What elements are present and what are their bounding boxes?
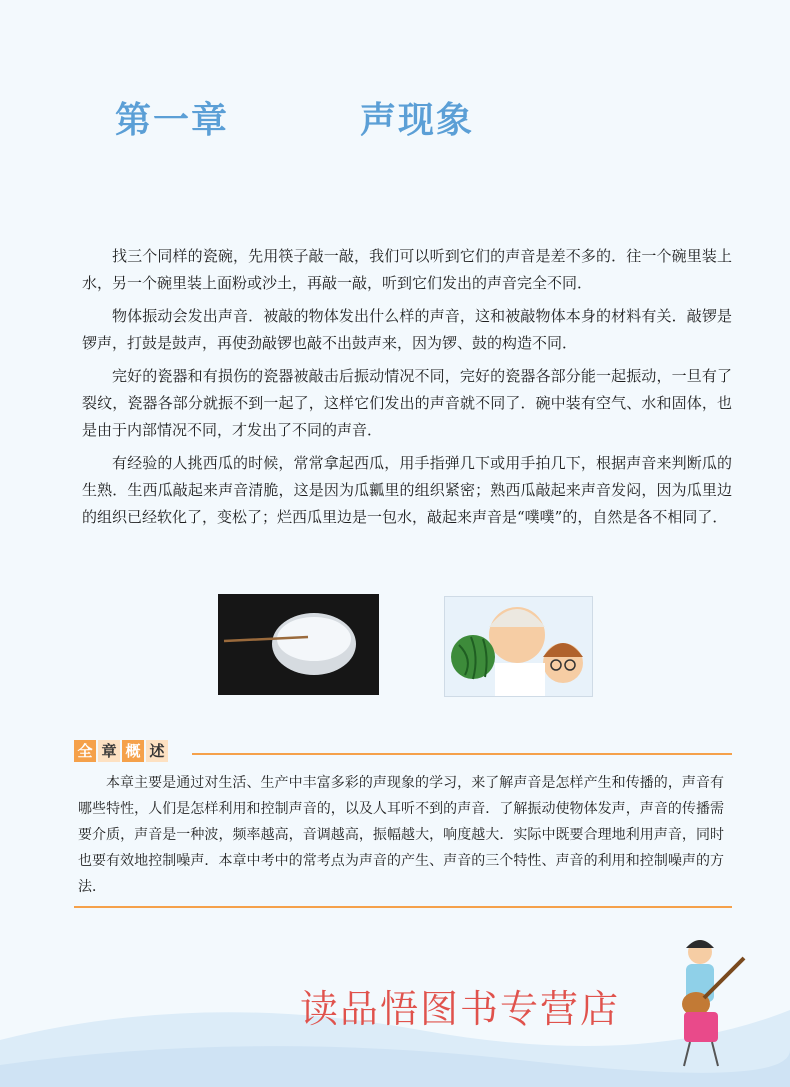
watermelon-cartoon [444, 596, 593, 697]
chapter-name: 声现象 [360, 100, 475, 141]
overview-tag: 全 [74, 740, 96, 762]
overview-tag: 述 [146, 740, 168, 762]
overview-header [74, 740, 732, 766]
chapter-title [115, 92, 475, 142]
chapter-number: 第一章 [115, 100, 230, 141]
bowl-chopstick-photo [218, 594, 379, 695]
chapter-overview [74, 740, 732, 908]
overview-divider [192, 753, 732, 755]
paragraph: 有经验的人挑西瓜的时候，常常拿起西瓜，用手指弹几下或用手拍几下，根据声音来判断瓜的生熟．生西瓜敲起来声音清脆，这是因为瓜瓤里的组织紧密；熟西瓜敲起来声音发闷，因为瓜里边的组织已经软化了，变松了；烂西瓜里边是一包水，敲起来声音是“噗噗”的，自然是各不相同了． [82, 454, 732, 526]
store-watermark: 读品悟图书专营店 [300, 987, 621, 1031]
paragraph: 找三个同样的瓷碗，先用筷子敲一敲，我们可以听到它们的声音是差不多的．往一个碗里装上水，另一个碗里装上面粉或沙土，再敲一敲，听到它们发出的声音完全不同． [82, 247, 732, 292]
overview-tag: 章 [98, 740, 120, 762]
intro-text [82, 243, 732, 537]
overview-bottom-rule [74, 906, 732, 908]
paragraph: 物体振动会发出声音．被敲的物体发出什么样的声音，这和被敲物体本身的材料有关．敲锣是锣声，打鼓是鼓声，再使劲敲锣也敲不出鼓声来，因为锣、鼓的构造不同． [82, 307, 732, 352]
paragraph: 完好的瓷器和有损伤的瓷器被敲击后振动情况不同，完好的瓷器各部分能一起振动，一旦有了裂纹，瓷器各部分就振不到一起了，这样它们发出的声音就不同了．碗中装有空气、水和固体，也是由于内部情况不同，才发出了不同的声音． [82, 367, 732, 439]
guitarist-illustration [660, 930, 750, 1070]
overview-paragraph: 本章主要是通过对生活、生产中丰富多彩的声现象的学习，来了解声音是怎样产生和传播的，声音有哪些特性，人们是怎样利用和控制声音的，以及人耳听不到的声音．了解振动使物体发声，声音的传播需要介质，声音是一种波，频率越高，音调越高，振幅越大，响度越大．实际中既要合理地利用声音，同时也要有效地控制噪声．本章中考中的常考点为声音的产生、声音的三个特性、声音的利用和控制噪声的方法． [78, 775, 724, 895]
overview-tag: 概 [122, 740, 144, 762]
overview-text [74, 766, 732, 904]
